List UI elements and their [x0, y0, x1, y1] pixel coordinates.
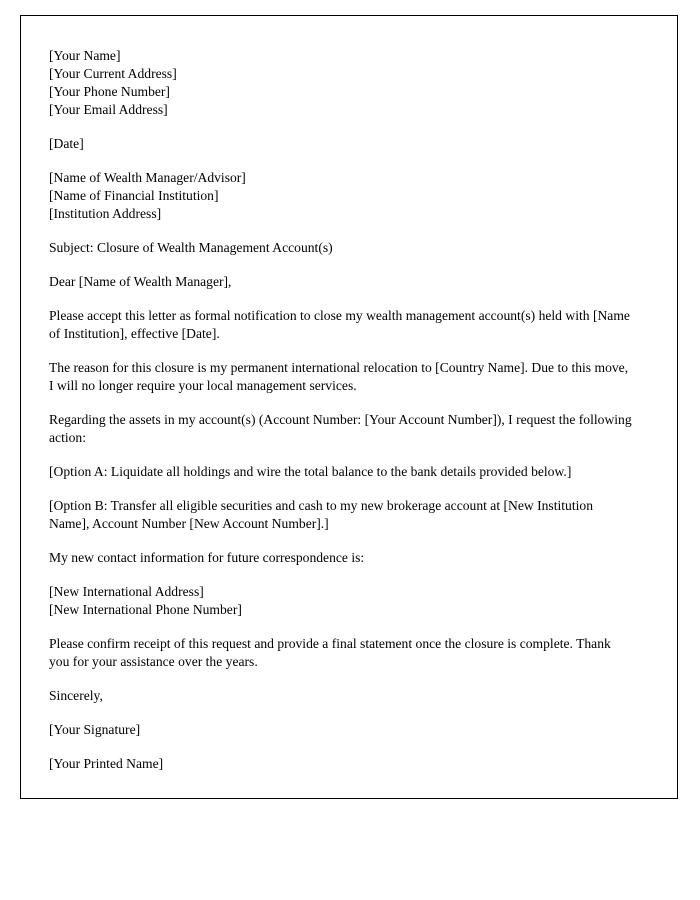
sender-name: [Your Name] [49, 48, 121, 63]
new-contact-block [49, 583, 647, 619]
recipient-address: [Institution Address] [49, 206, 162, 221]
body-paragraph-option-b: [Option B: Transfer all eligible securities and cash to my new brokerage account at [New Institution Name], Account Number [New Account Number].] [49, 498, 593, 531]
body-paragraph-confirmation: Please confirm receipt of this request and provide a final statement once the closure is complete. Thank you for your assistance over the years. [49, 636, 611, 669]
body-paragraph-assets: Regarding the assets in my account(s) (Account Number: [Your Account Number]), I request the following action: [49, 412, 632, 445]
sender-email: [Your Email Address] [49, 102, 168, 117]
recipient-name: [Name of Wealth Manager/Advisor] [49, 170, 246, 185]
body-paragraph-reason: The reason for this closure is my permanent international relocation to [Country Name]. Due to this move, I will no longer require your local management services. [49, 360, 629, 393]
signature-line: [Your Signature] [49, 722, 141, 737]
salutation: Dear [Name of Wealth Manager], [49, 274, 232, 289]
subject-line: Subject: Closure of Wealth Management Account(s) [49, 240, 333, 255]
recipient-institution: [Name of Financial Institution] [49, 188, 219, 203]
date-line: [Date] [49, 136, 84, 151]
body-paragraph-notification: Please accept this letter as formal notification to close my wealth management account(s) held with [Name of Institution], effective [Date]. [49, 308, 630, 341]
body-paragraph-new-contact-intro: My new contact information for future correspondence is: [49, 550, 365, 565]
sender-phone: [Your Phone Number] [49, 84, 170, 99]
recipient-block [49, 169, 647, 223]
sender-address: [Your Current Address] [49, 66, 177, 81]
closing: Sincerely, [49, 688, 103, 703]
printed-name-line: [Your Printed Name] [49, 756, 164, 771]
letter-page [20, 15, 678, 799]
new-international-address: [New International Address] [49, 584, 204, 599]
new-international-phone: [New International Phone Number] [49, 602, 242, 617]
sender-block [49, 47, 647, 119]
letter-content [21, 16, 677, 773]
body-paragraph-option-a: [Option A: Liquidate all holdings and wire the total balance to the bank details provided below.] [49, 464, 572, 479]
